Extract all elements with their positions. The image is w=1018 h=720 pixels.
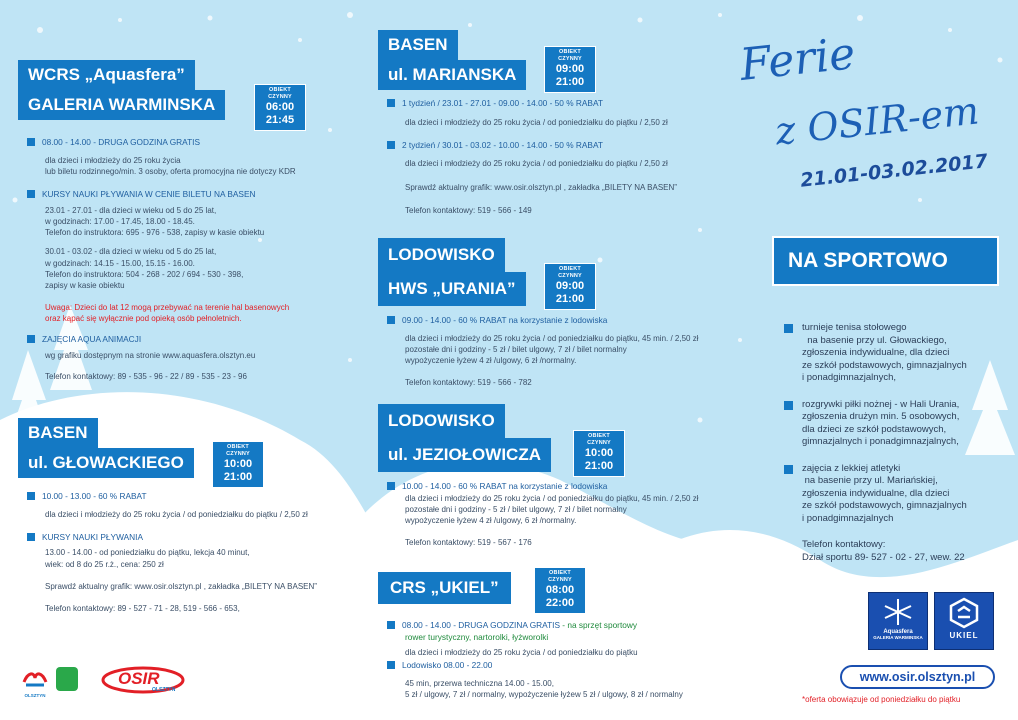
green-logo <box>56 667 78 691</box>
bullet-icon <box>784 401 793 410</box>
hours-close: 21:00 <box>555 76 585 88</box>
list-item <box>802 463 1012 526</box>
bullet-icon <box>387 99 395 107</box>
aquasfera-header <box>18 60 225 120</box>
ukiel-emblem-icon <box>948 597 980 629</box>
item-text: dla dzieci i młodzieży do 25 roku życia / od poniedziałku do piątku / 2,50 zł <box>405 117 668 127</box>
sport-text: na basenie przy ul. Głowackiego, <box>802 334 947 346</box>
urania-content <box>387 315 767 389</box>
hours-open: 09:00 <box>555 280 585 292</box>
sport-text: i ponadgimnazjalnych, <box>802 372 897 383</box>
phone-text: Dział sportu 89- 527 - 02 - 27, wew. 22 <box>802 551 965 563</box>
osir-logo-subtext: OLSZTYN <box>152 687 176 693</box>
glowackiego-header <box>18 418 194 478</box>
sport-text: rozgrywki piłki nożnej - w Hali Urania, <box>802 398 960 410</box>
hours-open: 10:00 <box>223 458 253 470</box>
sport-text: ze szkół podstawowych, gimnazjalnych <box>802 500 967 511</box>
item-text: Telefon do instruktora: 504 - 268 - 202 / 694 - 530 - 398, <box>45 270 244 280</box>
bullet-icon <box>27 138 35 146</box>
jeziolowicza-header <box>378 404 551 472</box>
sport-text: zgłoszenia indywidualne, dla dzieci <box>802 347 950 358</box>
item-text: lub biletu rodzinnego/min. 3 osoby, oferta promocyjna nie dotyczy KDR <box>45 166 296 176</box>
footer-note: *oferta obowiązuje od poniedziałku do piątku <box>802 695 961 704</box>
bullet-icon <box>387 141 395 149</box>
osir-logo <box>100 665 186 697</box>
item-text: Telefon do instruktora: 695 - 976 - 538, zapisy w kasie obiektu <box>45 228 265 238</box>
hours-close: 21:00 <box>223 471 253 483</box>
bullet-icon <box>387 316 395 324</box>
bullet-icon <box>27 533 35 541</box>
sport-header-label: NA SPORTOWO <box>788 249 948 272</box>
logo-text: UKIEL <box>949 631 979 640</box>
list-item: 1 tydzień / 23.01 - 27.01 - 09.00 - 14.00 - 50 % RABAT <box>387 98 767 110</box>
phone-text: Telefon kontaktowy: 89 - 535 - 96 - 22 / 89 - 535 - 23 - 96 <box>45 372 247 382</box>
list-item: 09.00 - 14.00 - 60 % RABAT na korzystanie z lodowiska <box>387 315 767 327</box>
sport-text: zgłoszenia indywidualne, dla dzieci <box>802 487 950 499</box>
bullet-icon <box>27 190 35 198</box>
title-line1: Ferie <box>737 28 858 91</box>
phone-text: Telefon kontaktowy: 519 - 566 - 782 <box>405 378 532 388</box>
hours-close: 22:00 <box>545 597 575 609</box>
aquasfera-header-line2: GALERIA WARMINSKA <box>18 90 225 120</box>
ukiel-logo <box>934 592 994 650</box>
item-text: wypożyczenie łyżew 4 zł /ulgowy, 6 zł /normalny. <box>405 516 577 526</box>
hours-close: 21:00 <box>555 293 585 305</box>
list-item: 10.00 - 13.00 - 60 % RABAT <box>27 491 377 503</box>
jeziolowicza-content <box>387 481 767 549</box>
title-dates: 21.01-03.02.2017 <box>799 150 989 192</box>
item-text: rower turystyczny, nartorolki, łyżworolki <box>405 631 549 642</box>
item-text: dla dzieci i młodzieży do 25 roku życia <box>45 155 181 165</box>
logo-text: Aquasfera <box>883 629 913 635</box>
hours-caption: OBIEKT CZYNNY <box>558 49 582 62</box>
item-text: 23.01 - 27.01 - dla dzieci w wieku od 5 do 25 lat, <box>45 205 217 215</box>
hours-caption: OBIEKT CZYNNY <box>558 266 582 279</box>
item-text: 5 zł / ulgowy, 7 zł / normalny, wypożyczenie łyżew 5 zł / ulgowy, 8 zł / normalny <box>405 690 683 700</box>
bullet-icon <box>27 492 35 500</box>
urania-header-line2: HWS „URANIA” <box>378 272 526 306</box>
item-text: wypożyczenie łyżew 4 zł /ulgowy, 6 zł /normalny. <box>405 356 577 366</box>
sport-text: ze szkół podstawowych, gimnazjalnych <box>802 359 967 371</box>
list-item: Lodowisko 08.00 - 22.00 <box>387 660 767 672</box>
sport-header <box>772 236 999 286</box>
item-text: pozostałe dni i godziny - 5 zł / bilet ulgowy, 7 zł / bilet normalny <box>405 504 627 514</box>
urania-header-line1: LODOWISKO <box>378 238 505 272</box>
warning-text: Uwaga: Dzieci do lat 12 mogą przebywać na terenie hal basenowych <box>45 302 290 312</box>
list-item: 08.00 - 14.00 - DRUGA GODZINA GRATIS <box>27 137 357 149</box>
item-text: zapisy w kasie obiektu <box>45 281 125 291</box>
ukiel-header-line1: CRS „UKIEL” <box>378 572 511 604</box>
item-text: 13.00 - 14.00 - od poniedziałku do piątku, lekcja 40 minut, <box>45 548 250 558</box>
warning-text: oraz kąpać się wyłącznie pod opieką osób pełnoletnich. <box>45 313 242 323</box>
bullet-icon <box>784 465 793 474</box>
website-link[interactable] <box>840 665 995 689</box>
aquasfera-content <box>27 137 357 382</box>
sport-text: zgłoszenia drużyn min. 5 osobowych, <box>802 411 960 422</box>
bullet-icon <box>784 324 793 333</box>
bullet-icon <box>387 482 395 490</box>
item-text: dla dzieci i młodzieży do 25 roku życia / od poniedziałku do piątku / 2,50 zł <box>45 509 308 519</box>
aquasfera-header-line1: WCRS „Aquasfera” <box>18 60 195 90</box>
marianska-content <box>387 98 767 216</box>
item-text: wiek: od 8 do 25 r.ż., cena: 250 zł <box>45 559 164 569</box>
ukiel-content <box>387 620 767 700</box>
item-text: dla dzieci i młodzieży do 25 roku życia / od poniedziałku do piątku / 2,50 zł <box>405 159 668 169</box>
item-text: dla dzieci i młodzieży do 25 roku życia / od poniedziałku do piątku, 45 min. / 2,50 zł <box>405 493 699 503</box>
glowackiego-header-line2: ul. GŁOWACKIEGO <box>18 448 194 478</box>
list-item: KURSY NAUKI PŁYWANIA W CENIE BILETU NA BASEN <box>27 189 357 201</box>
logo-text: OLSZTYN <box>24 693 46 698</box>
sport-text: dla dzieci ze szkół podstawowych, <box>802 423 947 435</box>
list-item: KURSY NAUKI PŁYWANIA <box>27 532 377 544</box>
hours-caption: OBIEKT CZYNNY <box>226 444 250 457</box>
sport-text: zajęcia z lekkiej atletyki <box>802 462 901 474</box>
sport-text: turnieje tenisa stołowego <box>802 322 907 333</box>
urania-hours <box>544 263 596 310</box>
item-text: w godzinach: 14.15 - 15.00, 15.15 - 16.00. <box>45 258 195 268</box>
sport-text: i ponadgimnazjalnych <box>802 512 894 524</box>
item-text: w godzinach: 17.00 - 17.45, 18.00 - 18.45. <box>45 216 195 226</box>
item-text: dla dzieci i młodzieży do 25 roku życia / od poniedziałku do piątku, 45 min. / 2,50 zł <box>405 333 699 343</box>
list-item: 10.00 - 14.00 - 60 % RABAT na korzystanie z lodowiska <box>387 481 767 493</box>
phone-label: Telefon kontaktowy: <box>802 539 886 550</box>
jeziolowicza-hours <box>573 430 625 477</box>
glowackiego-content <box>27 491 377 614</box>
sport-text: gimnazjalnych i ponadgimnazjalnych, <box>802 436 959 447</box>
hours-open: 08:00 <box>545 584 575 596</box>
ukiel-hours <box>534 567 586 614</box>
sport-content <box>802 322 1012 564</box>
jeziolowicza-header-line1: LODOWISKO <box>378 404 505 438</box>
olsztyn-emblem-icon <box>22 668 48 688</box>
marianska-header-line1: BASEN <box>378 30 458 60</box>
item-text: 30.01 - 03.02 - dla dzieci w wieku od 5 do 25 lat, <box>45 247 217 257</box>
item-text: dla dzieci i młodzieży do 25 roku życia / od poniedziałku do piątku <box>405 648 638 657</box>
list-item: 08.00 - 14.00 - DRUGA GODZINA GRATIS - na sprzęt sportowy <box>387 620 767 632</box>
item-text: wg grafiku dostępnym na stronie www.aquasfera.olsztyn.eu <box>45 350 256 360</box>
website-label: www.osir.olsztyn.pl <box>859 670 976 684</box>
hours-open: 10:00 <box>584 447 614 459</box>
osir-logo-text: OSIR <box>118 669 160 688</box>
hours-caption: OBIEKT CZYNNY <box>268 87 292 100</box>
bullet-icon <box>387 661 395 669</box>
hours-close: 21:00 <box>584 460 614 472</box>
phone-text: Telefon kontaktowy: 519 - 567 - 176 <box>405 538 532 548</box>
jeziolowicza-header-line2: ul. JEZIOŁOWICZA <box>378 438 551 472</box>
bullet-icon <box>387 621 395 629</box>
marianska-header <box>378 30 526 90</box>
aquasfera-logo <box>868 592 928 650</box>
hours-close: 21:45 <box>265 114 295 126</box>
bullet-icon <box>27 335 35 343</box>
marianska-hours <box>544 46 596 93</box>
hours-caption: OBIEKT CZYNNY <box>587 433 611 446</box>
schedule-text: Sprawdź aktualny grafik: www.osir.olsztyn.pl , zakładka „BILETY NA BASEN” <box>405 182 677 192</box>
logo-text: GALERIA WARMINSKA <box>873 635 923 640</box>
list-item: 2 tydzień / 30.01 - 03.02 - 10.00 - 14.00 - 50 % RABAT <box>387 140 767 152</box>
marianska-header-line2: ul. MARIANSKA <box>378 60 526 90</box>
hours-open: 06:00 <box>265 101 295 113</box>
hours-open: 09:00 <box>555 63 585 75</box>
list-item <box>802 399 1012 449</box>
hours-caption: OBIEKT CZYNNY <box>548 570 572 583</box>
olsztyn-logo <box>22 668 48 698</box>
phone-text: Telefon kontaktowy: 89 - 527 - 71 - 28, 519 - 566 - 653, <box>45 604 240 614</box>
list-item <box>802 322 1012 385</box>
glowackiego-header-line1: BASEN <box>18 418 98 448</box>
phone-text: Telefon kontaktowy: 519 - 566 - 149 <box>405 205 532 215</box>
urania-header <box>378 238 526 306</box>
schedule-text: Sprawdź aktualny grafik: www.osir.olsztyn.pl , zakładka „BILETY NA BASEN” <box>45 581 317 591</box>
list-item: ZAJĘCIA AQUA ANIMACJI <box>27 334 357 346</box>
sport-text: na basenie przy ul. Mariańskiej, <box>802 475 938 486</box>
item-text: 45 min, przerwa techniczna 14.00 - 15.00, <box>405 678 554 688</box>
ukiel-header <box>378 572 511 604</box>
item-text: pozostałe dni i godziny - 5 zł / bilet ulgowy, 7 zł / bilet normalny <box>405 344 627 354</box>
aquasfera-hours <box>254 84 306 131</box>
title-line2: z OSIR-em <box>773 88 982 154</box>
glowackiego-hours <box>212 441 264 488</box>
snowflake-icon <box>881 597 915 627</box>
